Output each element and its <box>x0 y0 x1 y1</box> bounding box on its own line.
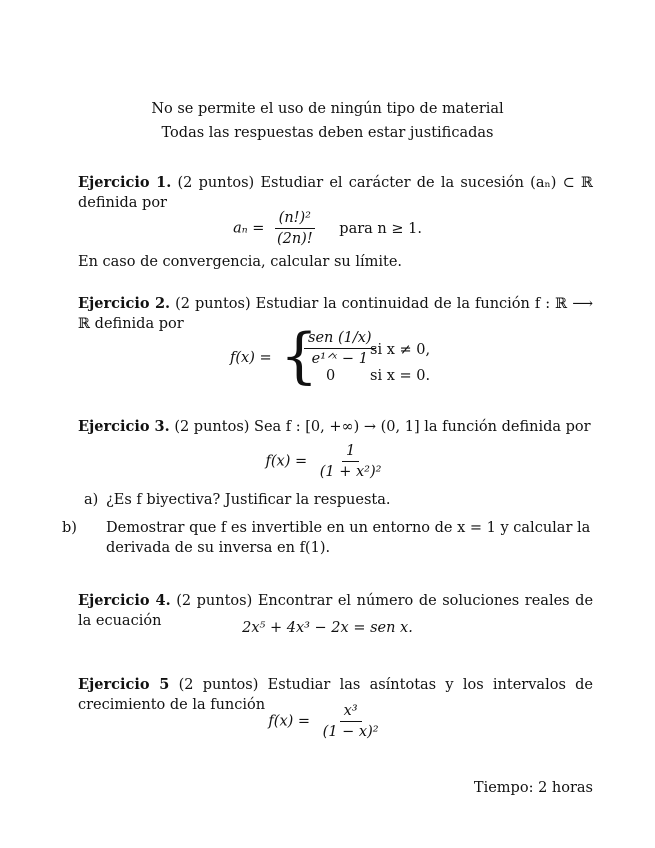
exercise-3-item-a <box>84 490 594 510</box>
exercise-1-text: Estudiar el carácter de la sucesión (aₙ) ⊂ ℝ definida por <box>78 175 594 211</box>
exercise-5-numerator: x³ <box>340 703 362 722</box>
exercise-2-brace: { <box>280 321 319 391</box>
header-line-2: Todas las respuestas deben estar justificadas <box>161 125 494 141</box>
exercise-2-case1-expr <box>300 330 380 367</box>
exercise-2-case1-numerator: sen (1/x) <box>304 330 376 349</box>
exercise-2-lhs: f(x) = <box>230 350 272 366</box>
exercise-3-points: (2 puntos) <box>174 419 250 435</box>
exercise-3-lhs: f(x) = <box>265 453 308 470</box>
exercise-2-case1-condition: si x ≠ 0, <box>370 342 431 358</box>
exercise-3-item-b-text: Demostrar que f es invertible en un entorno de x = 1 y calcular la derivada de su inversa en f(1). <box>106 520 591 556</box>
exercise-4-formula: 2x⁵ + 4x³ − 2x = sen x. <box>242 620 413 636</box>
exercise-1-condition: para n ≥ 1. <box>339 220 422 237</box>
exercise-3-denominator: (1 + x²)² <box>319 464 382 480</box>
exercise-1-lhs: aₙ = <box>233 220 265 237</box>
exercise-4-title: Ejercicio 4. <box>78 592 171 609</box>
exercise-2-case1-denominator: e¹ᐟˣ − 1 <box>311 351 368 367</box>
exercise-5-fraction <box>319 703 383 740</box>
exercise-2-text: Estudiar la continuidad de la función f : ℝ ⟶ ℝ definida por <box>78 296 594 332</box>
exercise-3-formula <box>0 443 655 480</box>
exercise-1-denominator: (2n)! <box>276 231 313 247</box>
exercise-3-numerator: 1 <box>342 443 359 462</box>
exercise-4-points: (2 puntos) <box>176 593 253 609</box>
exercise-3-item-a-text: ¿Es f biyectiva? Justificar la respuesta. <box>106 492 391 508</box>
exercise-3-statement <box>78 417 593 437</box>
exercise-5-lhs: f(x) = <box>268 713 311 730</box>
time-limit: Tiempo: 2 horas <box>473 780 593 796</box>
exercise-3-text: Sea f : [0, +∞) → (0, 1] la función definida por <box>254 419 591 435</box>
exercise-4-text: Encontrar el número de soluciones reales de la ecuación <box>78 593 594 629</box>
exercise-3-item-b <box>62 518 594 558</box>
exercise-5-text: Estudiar las asíntotas y los intervalos de crecimiento de la función <box>78 677 594 713</box>
exercise-2-statement <box>78 294 593 334</box>
exercise-2-case2-value: 0 <box>326 368 336 384</box>
exercise-5-points: (2 puntos) <box>178 677 259 693</box>
exercise-5-title: Ejercicio 5 <box>78 676 170 693</box>
exercise-1-fraction <box>273 210 317 247</box>
exercise-3-fraction <box>316 443 386 480</box>
exercise-1-title: Ejercicio 1. <box>78 174 172 191</box>
exercise-3-item-b-label: b) <box>62 520 77 536</box>
exercise-5-formula <box>0 703 655 740</box>
exercise-1-statement <box>78 173 593 213</box>
exercise-3-item-a-label: a) <box>84 492 99 508</box>
exercise-1-numerator: (n!)² <box>275 210 315 229</box>
exercise-2-title: Ejercicio 2. <box>78 295 171 312</box>
exercise-3-title: Ejercicio 3. <box>78 418 170 435</box>
exercise-5-denominator: (1 − x)² <box>322 724 379 740</box>
exercise-2-case2-condition: si x = 0. <box>370 368 431 384</box>
exercise-1-formula <box>0 210 655 247</box>
exercise-1-after: En caso de convergencia, calcular su límite. <box>78 254 403 270</box>
exercise-2-points: (2 puntos) <box>175 296 251 312</box>
exercise-2-case1-fraction <box>304 330 376 367</box>
header-line-1: No se permite el uso de ningún tipo de material <box>151 101 504 117</box>
exercise-1-points: (2 puntos) <box>177 175 255 191</box>
